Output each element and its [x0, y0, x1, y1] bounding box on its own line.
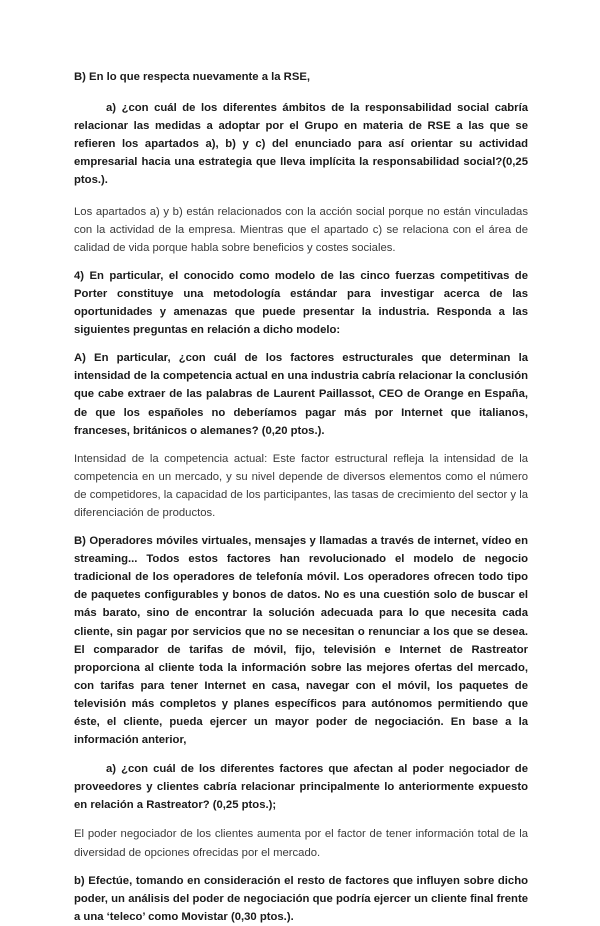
question-4-b-a: a) ¿con cuál de los diferentes factores que afectan al poder negociador de proveedores y clientes cabría relacionar principalmente lo anteriormente expuesto en relación a Rastreator? (0,25 ptos.);: [74, 763, 528, 812]
question-a-rse: a) ¿con cuál de los diferentes ámbitos de la responsabilidad social cabría relacionar las medidas a adoptar por el Grupo en materia de RSE a las que se refieren los apartados a), b) y c) del enunciado para así orientar su actividad empresarial hacia una estrategia que lleva implícita la responsabilidad social?(0,25 ptos.).: [74, 102, 528, 187]
answer-a-rse: Los apartados a) y b) están relacionados con la acción social porque no están vinculadas con la actividad de la empresa. Mientras que el apartado c) se relaciona con el área de calidad de vida porque habla sobre beneficios y costes sociales.: [74, 205, 528, 254]
question-4-intro: 4) En particular, el conocido como modelo de las cinco fuerzas competitivas de Porter constituye una metodología estándar para investigar acerca de las oportunidades y amenazas que puede presentar la industria. Responda a las siguientes preguntas en relación a dicho modelo:: [74, 269, 528, 337]
question-4-a: A) En particular, ¿con cuál de los factores estructurales que determinan la intensidad de la competencia actual en una industria cabría relacionar la conclusión que cabe extraer de las palabras de Laurent Paillassot, CEO de Orange en España, de que los españoles no deberíamos pagar más por Internet que italianos, franceses, británicos o alemanes? (0,20 ptos.).: [74, 352, 528, 437]
section-b-heading: B) En lo que respecta nuevamente a la RSE,: [74, 71, 311, 83]
answer-4-b-a: El poder negociador de los clientes aumenta por el factor de tener información total de la diversidad de opciones ofrecidas por el mercado.: [74, 828, 528, 859]
answer-4-a: Intensidad de la competencia actual: Este factor estructural refleja la intensidad de la competencia en un mercado, y su nivel depende de diversos elementos como el número de competidores, la capacidad de los participantes, las tasas de crecimiento del sector y la diferenciación de productos.: [74, 452, 528, 519]
question-4-b-b: b) Efectúe, tomando en consideración el resto de factores que influyen sobre dicho poder, un análisis del poder de negociación que podría ejercer un cliente final frente a una ‘teleco’ como Movistar (0,30 ptos.).: [74, 874, 528, 923]
document-page: [74, 68, 528, 926]
question-4-b-context: B) Operadores móviles virtuales, mensajes y llamadas a través de internet, vídeo en streaming... Todos estos factores han revolucionado el modelo de negocio tradicional de los operadores de telefonía móvil. Los operadores ofrecen todo tipo de paquetes configurables y bonos de datos. No es una cuestión solo de buscar el más barato, sino de encontrar la solución adecuada para lo que necesita cada cliente, sin pagar por servicios que no se necesitan o renunciar a los que se desea. El comparador de tarifas de móvil, fijo, televisión e Internet de Rastreator proporciona al cliente toda la información sobre las mejores ofertas del mercado, con tarifas para tener Internet en casa, navegar con el móvil, los paquetes de televisión más completos y planes específicos para autónomos permitiendo que éste, el cliente, pueda ejercer un mayor poder de negociación. En base a la información anterior,: [74, 535, 528, 747]
